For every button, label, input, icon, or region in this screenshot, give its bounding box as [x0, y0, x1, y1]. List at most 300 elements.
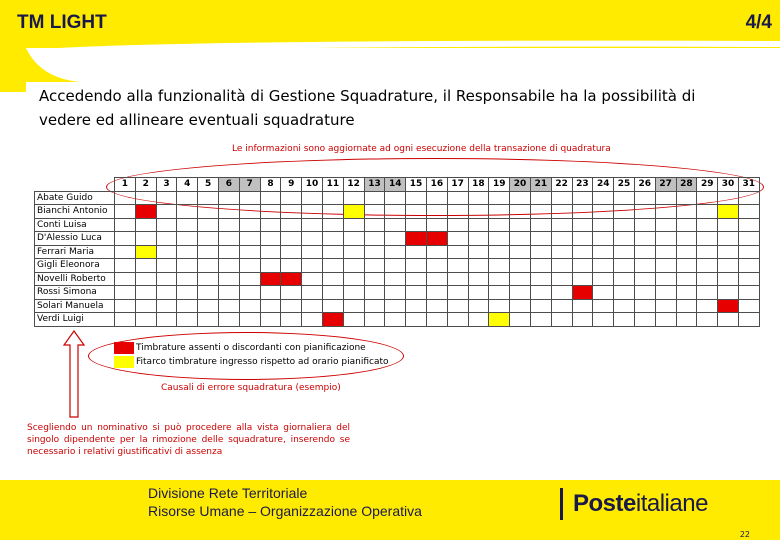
grid-header-row — [35, 178, 760, 192]
day-cell — [551, 218, 572, 232]
day-cell — [551, 286, 572, 300]
day-cell — [655, 272, 676, 286]
day-cell — [385, 205, 406, 219]
employee-name[interactable]: Solari Manuela — [35, 299, 115, 313]
day-header: 22 — [551, 178, 572, 192]
day-header: 4 — [177, 178, 198, 192]
day-cell — [489, 191, 510, 205]
day-header: 11 — [322, 178, 343, 192]
employee-row — [35, 313, 760, 327]
day-header: 15 — [406, 178, 427, 192]
day-cell — [343, 218, 364, 232]
day-cell — [447, 286, 468, 300]
day-cell — [322, 272, 343, 286]
up-arrow-icon — [62, 329, 86, 419]
day-header: 21 — [530, 178, 551, 192]
day-cell — [364, 245, 385, 259]
error-cell-yellow — [135, 245, 156, 259]
day-cell — [655, 232, 676, 246]
day-cell — [468, 259, 489, 273]
day-cell — [385, 191, 406, 205]
day-cell — [135, 272, 156, 286]
day-cell — [260, 245, 281, 259]
footer-division — [148, 484, 422, 520]
day-cell — [634, 299, 655, 313]
day-cell — [697, 272, 718, 286]
day-cell — [510, 272, 531, 286]
employee-name[interactable]: Rossi Simona — [35, 286, 115, 300]
day-cell — [302, 205, 323, 219]
day-cell — [572, 313, 593, 327]
error-cell-red — [426, 232, 447, 246]
day-cell — [406, 313, 427, 327]
day-cell — [426, 205, 447, 219]
day-cell — [343, 313, 364, 327]
day-cell — [177, 259, 198, 273]
day-cell — [239, 286, 260, 300]
day-cell — [302, 232, 323, 246]
day-cell — [302, 259, 323, 273]
day-cell — [198, 218, 219, 232]
day-cell — [551, 205, 572, 219]
day-cell — [530, 286, 551, 300]
day-cell — [551, 259, 572, 273]
employee-name[interactable]: Verdi Luigi — [35, 313, 115, 327]
day-cell — [426, 245, 447, 259]
day-cell — [177, 299, 198, 313]
error-cell-red — [718, 299, 739, 313]
instruction-note: Scegliendo un nominativo si può procedere alla vista giornaliera del singolo dipendente per la rimozione delle squadrature, inserendo se necessario i relativi giustificativi di assenza — [27, 423, 350, 457]
day-cell — [530, 205, 551, 219]
day-cell — [718, 232, 739, 246]
day-cell — [697, 286, 718, 300]
day-cell — [198, 245, 219, 259]
day-cell — [218, 313, 239, 327]
day-cell — [156, 218, 177, 232]
day-cell — [364, 218, 385, 232]
page-number: 4/4 — [745, 12, 772, 33]
day-header: 16 — [426, 178, 447, 192]
day-cell — [676, 205, 697, 219]
day-cell — [468, 218, 489, 232]
error-cell-yellow — [343, 205, 364, 219]
day-cell — [614, 299, 635, 313]
day-cell — [364, 191, 385, 205]
day-cell — [447, 218, 468, 232]
day-cell — [697, 205, 718, 219]
day-cell — [634, 245, 655, 259]
day-cell — [260, 286, 281, 300]
day-cell — [447, 232, 468, 246]
day-cell — [260, 218, 281, 232]
day-cell — [614, 218, 635, 232]
day-cell — [260, 299, 281, 313]
update-note: Le informazioni sono aggiornate ad ogni esecuzione della transazione di quadratura — [232, 144, 611, 154]
day-cell — [198, 205, 219, 219]
day-cell — [738, 191, 759, 205]
employee-row — [35, 299, 760, 313]
day-cell — [447, 259, 468, 273]
day-cell — [239, 205, 260, 219]
day-cell — [530, 232, 551, 246]
day-cell — [468, 245, 489, 259]
day-cell — [551, 191, 572, 205]
day-cell — [530, 313, 551, 327]
day-cell — [322, 218, 343, 232]
day-cell — [302, 245, 323, 259]
day-cell — [115, 191, 136, 205]
day-cell — [177, 191, 198, 205]
day-cell — [676, 232, 697, 246]
day-cell — [281, 313, 302, 327]
day-cell — [218, 232, 239, 246]
error-cell-red — [260, 272, 281, 286]
day-header: 19 — [489, 178, 510, 192]
day-cell — [135, 191, 156, 205]
day-cell — [426, 313, 447, 327]
day-cell — [406, 272, 427, 286]
day-cell — [530, 259, 551, 273]
day-cell — [718, 191, 739, 205]
day-cell — [115, 245, 136, 259]
day-cell — [406, 245, 427, 259]
day-cell — [281, 218, 302, 232]
error-cell-yellow — [718, 205, 739, 219]
day-cell — [177, 232, 198, 246]
day-cell — [614, 313, 635, 327]
day-cell — [614, 272, 635, 286]
error-cell-red — [322, 313, 343, 327]
day-cell — [551, 272, 572, 286]
day-header: 24 — [593, 178, 614, 192]
employee-row — [35, 218, 760, 232]
legend-item-yellow — [114, 355, 389, 369]
employee-row — [35, 191, 760, 205]
day-cell — [676, 313, 697, 327]
day-cell — [198, 272, 219, 286]
day-cell — [364, 313, 385, 327]
day-cell — [510, 205, 531, 219]
day-cell — [593, 245, 614, 259]
day-cell — [218, 259, 239, 273]
day-cell — [322, 286, 343, 300]
day-cell — [343, 299, 364, 313]
day-cell — [572, 232, 593, 246]
day-header: 25 — [614, 178, 635, 192]
day-cell — [281, 259, 302, 273]
day-cell — [634, 259, 655, 273]
day-cell — [364, 272, 385, 286]
day-cell — [115, 232, 136, 246]
day-cell — [634, 272, 655, 286]
day-cell — [718, 245, 739, 259]
day-cell — [260, 313, 281, 327]
day-cell — [489, 286, 510, 300]
day-cell — [655, 191, 676, 205]
day-cell — [655, 218, 676, 232]
day-cell — [322, 245, 343, 259]
day-cell — [510, 299, 531, 313]
logo-bold: Poste — [573, 490, 636, 517]
day-cell — [364, 299, 385, 313]
day-cell — [634, 232, 655, 246]
day-cell — [218, 218, 239, 232]
day-cell — [177, 286, 198, 300]
employee-name[interactable]: Gigli Eleonora — [35, 259, 115, 273]
day-cell — [676, 218, 697, 232]
day-header: 31 — [738, 178, 759, 192]
day-header: 28 — [676, 178, 697, 192]
day-cell — [302, 299, 323, 313]
day-header: 17 — [447, 178, 468, 192]
employee-row — [35, 245, 760, 259]
day-cell — [218, 205, 239, 219]
day-cell — [530, 272, 551, 286]
day-cell — [468, 272, 489, 286]
day-cell — [530, 245, 551, 259]
employee-name[interactable]: Conti Luisa — [35, 218, 115, 232]
day-header: 30 — [718, 178, 739, 192]
day-cell — [156, 313, 177, 327]
day-cell — [614, 232, 635, 246]
intro-text: Accedendo alla funzionalità di Gestione Squadrature, il Responsabile ha la possibilità di vedere ed allineare eventuali squadrature — [39, 87, 696, 129]
day-cell — [614, 286, 635, 300]
day-cell — [239, 245, 260, 259]
logo-rest: italiane — [635, 490, 708, 517]
day-cell — [406, 299, 427, 313]
day-cell — [593, 191, 614, 205]
error-cell-yellow — [489, 313, 510, 327]
day-cell — [156, 245, 177, 259]
employee-name[interactable]: Bianchi Antonio — [35, 205, 115, 219]
squadrature-grid — [34, 177, 760, 327]
day-cell — [135, 232, 156, 246]
day-cell — [718, 313, 739, 327]
day-cell — [260, 205, 281, 219]
day-cell — [239, 299, 260, 313]
day-cell — [302, 272, 323, 286]
day-cell — [634, 191, 655, 205]
day-cell — [385, 245, 406, 259]
day-cell — [426, 286, 447, 300]
day-cell — [115, 286, 136, 300]
day-header: 23 — [572, 178, 593, 192]
day-cell — [177, 245, 198, 259]
day-cell — [510, 313, 531, 327]
slide-number: 22 — [739, 530, 750, 539]
day-cell — [156, 205, 177, 219]
day-cell — [343, 259, 364, 273]
day-cell — [447, 313, 468, 327]
day-cell — [634, 286, 655, 300]
day-cell — [406, 259, 427, 273]
employee-name[interactable]: Novelli Roberto — [35, 272, 115, 286]
day-cell — [510, 218, 531, 232]
day-cell — [322, 232, 343, 246]
day-cell — [302, 218, 323, 232]
day-cell — [218, 286, 239, 300]
day-cell — [426, 191, 447, 205]
day-cell — [738, 232, 759, 246]
day-cell — [738, 313, 759, 327]
day-cell — [718, 272, 739, 286]
employee-name[interactable]: Abate Guido — [35, 191, 115, 205]
error-cell-red — [281, 272, 302, 286]
day-header: 8 — [260, 178, 281, 192]
day-cell — [115, 313, 136, 327]
day-cell — [718, 259, 739, 273]
day-cell — [343, 286, 364, 300]
day-cell — [572, 205, 593, 219]
day-header: 9 — [281, 178, 302, 192]
day-cell — [281, 286, 302, 300]
day-cell — [634, 218, 655, 232]
employee-row — [35, 232, 760, 246]
employee-row — [35, 205, 760, 219]
legend-item-red — [114, 341, 389, 355]
day-cell — [156, 259, 177, 273]
day-cell — [676, 245, 697, 259]
day-cell — [655, 313, 676, 327]
day-header: 27 — [655, 178, 676, 192]
day-cell — [406, 191, 427, 205]
footer-line-1: Divisione Rete Territoriale — [148, 485, 308, 501]
day-cell — [198, 313, 219, 327]
day-cell — [135, 299, 156, 313]
day-cell — [676, 259, 697, 273]
logo-text — [573, 490, 708, 518]
day-cell — [697, 299, 718, 313]
error-cell-red — [406, 232, 427, 246]
day-cell — [218, 191, 239, 205]
day-header: 3 — [156, 178, 177, 192]
day-cell — [447, 191, 468, 205]
day-header: 29 — [697, 178, 718, 192]
day-header: 18 — [468, 178, 489, 192]
day-cell — [322, 299, 343, 313]
day-cell — [343, 191, 364, 205]
employee-name[interactable]: D'Alessio Luca — [35, 232, 115, 246]
day-header: 6 — [218, 178, 239, 192]
day-cell — [426, 299, 447, 313]
day-cell — [239, 191, 260, 205]
day-cell — [239, 259, 260, 273]
day-cell — [510, 191, 531, 205]
day-cell — [655, 245, 676, 259]
day-cell — [634, 205, 655, 219]
day-cell — [281, 245, 302, 259]
day-cell — [198, 259, 219, 273]
employee-row — [35, 272, 760, 286]
day-cell — [281, 205, 302, 219]
employee-name[interactable]: Ferrari Maria — [35, 245, 115, 259]
day-header: 10 — [302, 178, 323, 192]
day-cell — [447, 205, 468, 219]
day-cell — [718, 218, 739, 232]
day-cell — [239, 218, 260, 232]
day-cell — [655, 299, 676, 313]
day-cell — [655, 286, 676, 300]
day-cell — [447, 245, 468, 259]
day-cell — [697, 245, 718, 259]
day-cell — [738, 218, 759, 232]
day-cell — [239, 232, 260, 246]
day-cell — [156, 232, 177, 246]
day-cell — [115, 272, 136, 286]
day-cell — [530, 191, 551, 205]
day-cell — [489, 232, 510, 246]
day-cell — [322, 205, 343, 219]
day-cell — [135, 259, 156, 273]
day-cell — [593, 232, 614, 246]
day-cell — [572, 245, 593, 259]
day-cell — [697, 218, 718, 232]
day-cell — [239, 272, 260, 286]
day-cell — [468, 286, 489, 300]
day-cell — [468, 313, 489, 327]
day-cell — [364, 232, 385, 246]
day-cell — [655, 205, 676, 219]
day-cell — [364, 286, 385, 300]
day-cell — [364, 259, 385, 273]
day-cell — [343, 232, 364, 246]
day-cell — [697, 313, 718, 327]
day-cell — [281, 299, 302, 313]
day-cell — [198, 286, 219, 300]
day-header: 26 — [634, 178, 655, 192]
day-cell — [322, 259, 343, 273]
day-cell — [697, 191, 718, 205]
day-cell — [697, 232, 718, 246]
day-header: 7 — [239, 178, 260, 192]
legend-label: Timbrature assenti o discordanti con pianificazione — [136, 343, 366, 353]
day-cell — [302, 286, 323, 300]
day-cell — [218, 272, 239, 286]
page-title: TM LIGHT — [17, 12, 107, 33]
day-cell — [177, 272, 198, 286]
day-cell — [593, 205, 614, 219]
day-cell — [530, 218, 551, 232]
day-cell — [489, 245, 510, 259]
day-cell — [426, 259, 447, 273]
day-cell — [738, 205, 759, 219]
day-cell — [468, 205, 489, 219]
day-cell — [489, 218, 510, 232]
day-cell — [406, 286, 427, 300]
day-cell — [551, 232, 572, 246]
grid-corner — [35, 178, 115, 192]
error-cell-red — [135, 205, 156, 219]
day-cell — [156, 191, 177, 205]
day-cell — [510, 286, 531, 300]
day-cell — [468, 191, 489, 205]
day-cell — [572, 191, 593, 205]
day-cell — [447, 272, 468, 286]
day-cell — [156, 286, 177, 300]
day-cell — [510, 232, 531, 246]
day-cell — [551, 313, 572, 327]
day-cell — [572, 299, 593, 313]
day-cell — [697, 259, 718, 273]
day-cell — [593, 272, 614, 286]
day-header: 2 — [135, 178, 156, 192]
day-cell — [281, 232, 302, 246]
day-cell — [115, 299, 136, 313]
day-cell — [593, 286, 614, 300]
day-header: 20 — [510, 178, 531, 192]
day-cell — [738, 245, 759, 259]
employee-row — [35, 259, 760, 273]
